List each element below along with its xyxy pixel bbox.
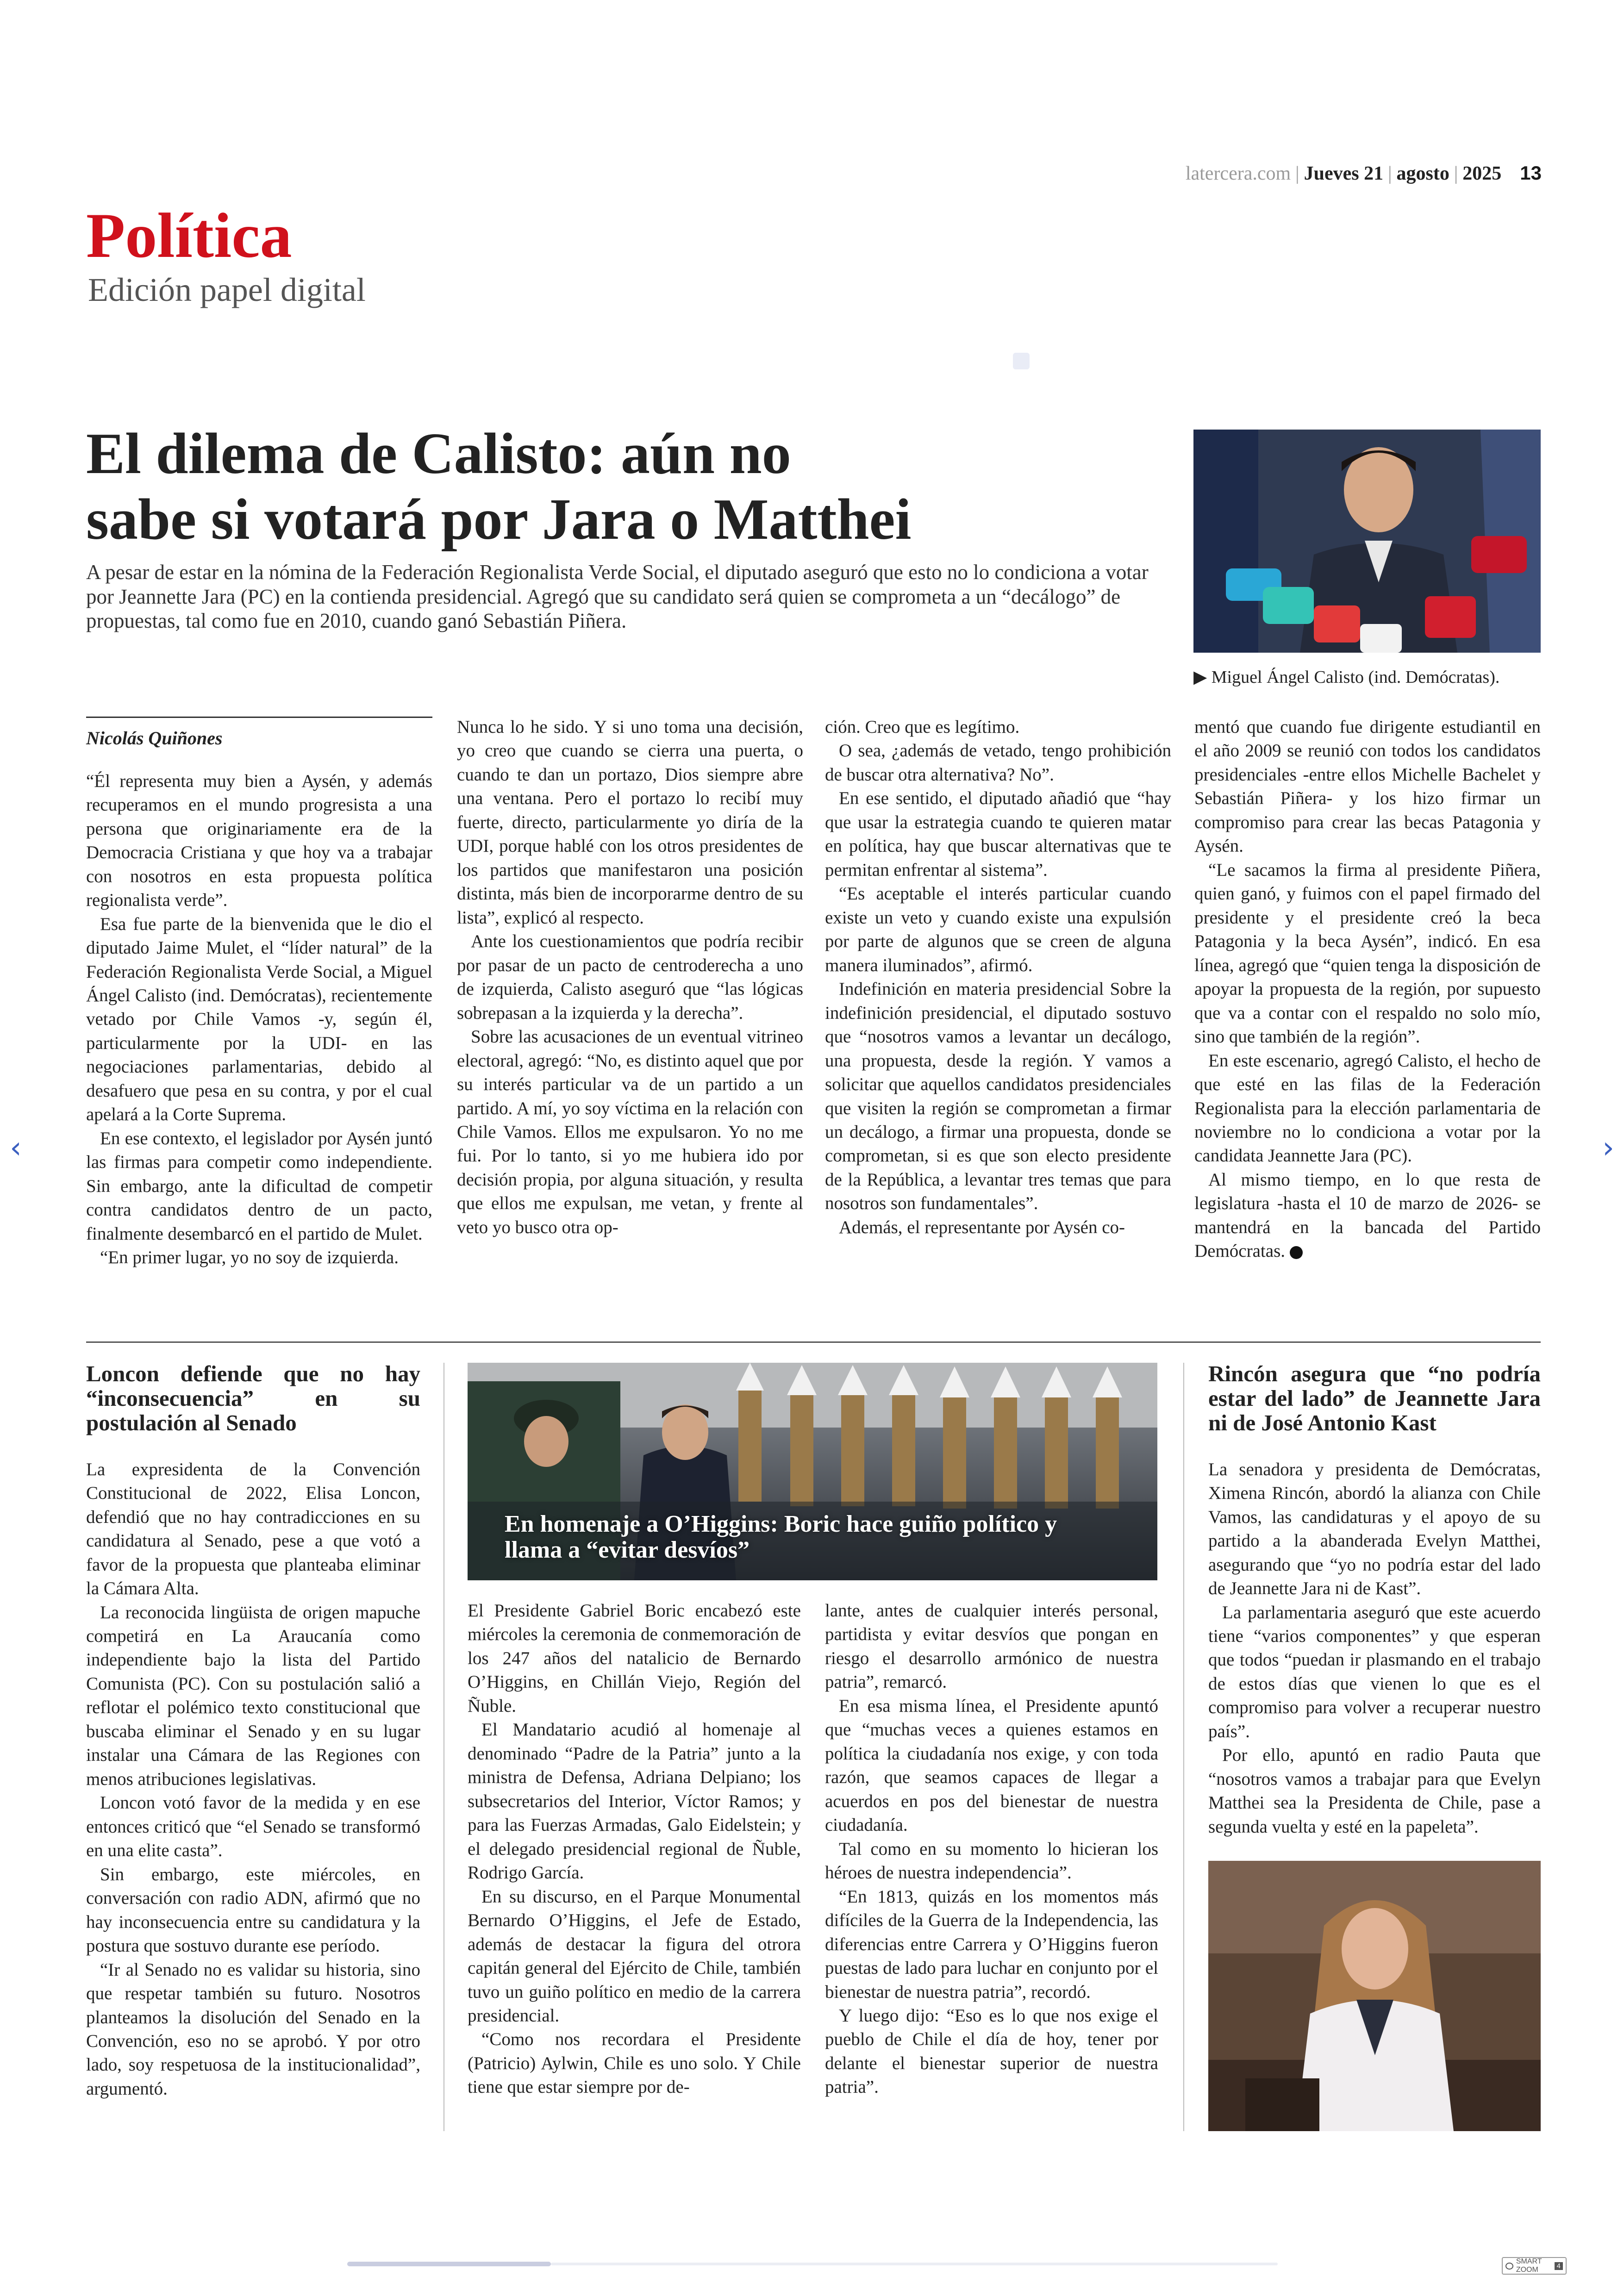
paragraph: Sin embargo, este miércoles, en conversación con radio ADN, afirmó que no hay inconsecuencia entre su candidatura y la postura que sostuvo durante ese período.: [86, 1864, 420, 1956]
paragraph: La reconocida lingüista de origen mapuche competirá en La Araucanía como independiente bajo la lista del Partido Comunista (PC). Con su postulación salió a reflotar el polémico texto constitucional que buscaba eliminar el Senado y en su lugar instalar una Cámara de las Regiones con menos atribuciones legislativas.: [86, 1602, 420, 1789]
date-year: 2025: [1462, 163, 1502, 184]
page-number: 13: [1520, 162, 1542, 184]
paragraph: En esa misma línea, el Presidente apuntó que “muchas veces a quienes estamos en política la ciudadanía nos exige, y con toda razón, que seamos capaces de llegar a acuerdos en pos del bienestar de nuestra ciudadanía.: [825, 1696, 1158, 1835]
paragraph: “Es aceptable el interés particular cuando existe un veto y cuando existe una expulsión por parte de algunos que se creen de alguna manera iluminados”, afirmó.: [825, 884, 1171, 975]
boric-photo-title: En homenaje a O’Higgins: Boric hace guiño político y llama a “evitar desvíos”: [505, 1511, 1057, 1564]
paragraph: Esa fue parte de la bienvenida que le dio el diputado Jaime Mulet, el “líder natural” de la Federación Regionalista Verde Social, a Miguel Ángel Calisto (ind. Demócratas), recientemente vetado por Chile Vamos -y, según él, particularmente por la UDI- en las negociaciones parlamentarias, debido al desafuero que pesa en su contra, y por el cual apelará a la Corte Suprema.: [86, 914, 432, 1125]
calisto-photo: [1193, 430, 1541, 653]
column-divider: [1183, 1363, 1184, 2131]
paragraph: [1194, 1168, 1541, 1263]
paragraph: “En 1813, quizás en los momentos más difíciles de la Guerra de la Independencia, las diferencias entre Carrera y O’Higgins fueron puestas de lado para luchar en conjunto por el bienestar de nuestra patria”, recordó.: [825, 1886, 1158, 2002]
paragraph: Nunca lo he sido. Y si uno toma una decisión, yo creo que cuando se cierra una puerta, o cuando te dan un portazo, Dios siempre abre una ventana. Pero el portazo lo recibí muy fuerte, directo, particularmente yo diría de la UDI, porque hablé con los otros presidentes de los partidos que manifestaron una posición distinta, más bien de incorporarme dentro de su lista”, explicó al respecto.: [457, 717, 803, 928]
paragraph: Por ello, apuntó en radio Pauta que “nosotros vamos a trabajar para que Evelyn Matthei sea la Presidenta de Chile, pase a segunda vuelta y esté en la papeleta”.: [1208, 1745, 1541, 1837]
main-column-2: [457, 715, 803, 1239]
edition-label: Edición papel digital: [88, 271, 366, 308]
end-mark-icon: [1290, 1246, 1303, 1259]
column-divider: [443, 1363, 444, 2131]
paragraph: Tal como en su momento lo hicieran los héroes de nuestra independencia”.: [825, 1839, 1158, 1883]
chevron-left-icon[interactable]: ‹: [10, 1131, 22, 1165]
date-day: Jueves 21: [1304, 163, 1384, 184]
paragraph: O sea, ¿además de vetado, tengo prohibición de buscar otra alternativa? No”.: [825, 741, 1171, 785]
main-column-1: [86, 717, 432, 1270]
headline-line-2: sabe si votará por Jara o Matthei: [86, 487, 912, 552]
paragraph: Indefinición en materia presidencial Sobre la indefinición presidencial, el diputado sostuvo que “nosotros vamos a levantar un decálogo, una propuesta, desde la región. Y vamos a solicitar que aquellos candidatos presidenciales que visiten la región se comprometan a firmar un decálogo, a firmar una propuesta, donde se comprometan, si es que son electo presidente de la República, a levantar tres temas que para nosotros son fundamentales”.: [825, 979, 1171, 1214]
paragraph: En su discurso, en el Parque Monumental Bernardo O’Higgins, el Jefe de Estado, además de destacar la figura del otrora capitán general del Ejército de Chile, también tuvo un guiño político en medio de la carrera presidencial.: [468, 1886, 801, 2026]
paragraph: La expresidenta de la Convención Constitucional de 2022, Elisa Loncon, defendió que no hay contradicciones en su candidatura al Senado, pese a que votó a favor de la propuesta que planteaba eliminar la Cámara Alta.: [86, 1459, 420, 1599]
rincon-story: [1208, 1362, 1541, 1839]
boric-column-2: [825, 1599, 1158, 2099]
paragraph: lante, antes de cualquier interés personal, partidista y evitar desvíos que pongan en riesgo el desarrollo armónico de nuestra patria”, remarcó.: [825, 1601, 1158, 1692]
paragraph: La senadora y presidenta de Demócratas, Ximena Rincón, abordó la alianza con Chile Vamos, las candidaturas y el apoyo de su partido a la abanderada Evelyn Matthei, asegurando que “yo no podría estar del lado de Jeannette Jara ni de Kast”.: [1208, 1459, 1541, 1599]
headline-line-1: El dilema de Calisto: aún no: [86, 422, 791, 486]
paragraph: Además, el representante por Aysén co-: [839, 1217, 1125, 1237]
paragraph: La parlamentaria aseguró que este acuerdo tiene “varios componentes” y que esperan que todos “puedan ir plasmando en el trabajo de estos días que vienen lo que es el compromiso para volver a recuperar nuestro país”.: [1208, 1602, 1541, 1741]
chevron-right-icon[interactable]: ›: [1602, 1131, 1614, 1165]
paragraph: Loncon votó favor de la medida y en ese entonces criticó que “el Senado se transformó en una elite casta”.: [86, 1793, 420, 1861]
paragraph: “Él representa muy bien a Aysén, y además recuperamos en el mundo progresista a una persona que originariamente era de la Democracia Cristiana y que hoy va a trabajar con nosotros en esta propuesta política regionalista verde”.: [86, 771, 432, 911]
photo-caption: ▶ Miguel Ángel Calisto (ind. Demócratas).: [1193, 667, 1500, 687]
date-month: agosto: [1396, 163, 1449, 184]
paragraph: “Ir al Senado no es validar su historia, sino que respetar también su futuro. Nosotros planteamos la disolución del Senado en la Convención, eso no se aprobó. Y por otro lado, soy respetuosa de la institucionalidad”, argumentó.: [86, 1959, 420, 2099]
paragraph-text: Al mismo tiempo, en lo que resta de legislatura -hasta el 10 de marzo de 2026- se mantendrá en la bancada del Partido Demócratas.: [1194, 1169, 1541, 1261]
paragraph: mentó que cuando fue dirigente estudiantil en el año 2009 se reunió con todos los candidatos presidenciales -entre ellos Michelle Bachelet y Sebastián Piñera- y los hizo firmar un compromiso para crear las becas Patagonia y Aysén.: [1194, 717, 1541, 856]
smart-zoom-button[interactable]: [1502, 2257, 1567, 2275]
paragraph: Ante los cuestionamientos que podría recibir por pasar de un pacto de centroderecha a uno de izquierda, Calisto aseguró que “las lógicas sobrepasan a la izquierda y la derecha”.: [457, 931, 803, 1023]
paragraph: Sobre las acusaciones de un eventual vitrineo electoral, agregó: “No, es distinto aquel que por su interés particular va de un partido a un partido. A mí, yo soy víctima en la relación con Chile Vamos. Ellos me expulsaron. Yo no me fui. Por lo tanto, si yo me hubiera ido por decisión propia, por alguna situación, y resulta que ellos me expulsan, me vetan, y frente al veto yo busco otra op-: [457, 1027, 803, 1237]
loncon-story: [86, 1362, 420, 2101]
paragraph: En ese contexto, el legislador por Aysén juntó las firmas para competir como independiente. Sin embargo, ante la dificultad de competir contra candidatos dentro de un pacto, finalmente desembarcó en el partido de Mulet.: [86, 1128, 432, 1244]
rincon-title: Rincón asegura que “no podría estar del lado” de Jeannette Jara ni de José Antonio Kast: [1208, 1361, 1541, 1435]
paragraph: “Como nos recordara el Presidente (Patricio) Aylwin, Chile es uno solo. Y Chile tiene que estar siempre por de-: [468, 2029, 801, 2097]
lead-paragraph: A pesar de estar en la nómina de la Federación Regionalista Verde Social, el diputado aseguró que esto no lo condiciona a votar por Jeannette Jara (PC) en la contienda presidencial. Agregó que su candidato será quien se comprometa a un “decálogo” de propuestas, tal como fue en 2010, cuando ganó Sebastián Piñera.: [86, 561, 1149, 633]
smart-zoom-count: 4: [1555, 2262, 1563, 2270]
section-divider: [86, 1341, 1541, 1343]
note-icon[interactable]: [1013, 353, 1030, 369]
smart-zoom-label: SMART ZOOM: [1516, 2258, 1542, 2274]
main-column-3: [825, 715, 1171, 1239]
section-title: Política: [86, 200, 292, 271]
boric-column-1: [468, 1599, 801, 2099]
rincon-photo: [1208, 1861, 1541, 2131]
page-progress-bar[interactable]: [347, 2262, 551, 2266]
loncon-title: Loncon defiende que no hay “inconsecuencia” en su postulación al Senado: [86, 1361, 420, 1435]
paragraph: “En primer lugar, yo no soy de izquierda.: [100, 1247, 399, 1268]
eye-icon: [1505, 2263, 1513, 2270]
paragraph: El Mandatario acudió al homenaje al denominado “Padre de la Patria” junto a la ministra de Defensa, Adriana Delpiano; los subsecretarios del Interior, Víctor Ramos; y para las Fuerzas Armadas, Galo Eidelstein; y el delegado presidencial regional de Ñuble, Rodrigo García.: [468, 1720, 801, 1883]
paragraph: El Presidente Gabriel Boric encabezó este miércoles la ceremonia de conmemoración de los 247 años del natalicio de Bernardo O’Higgins, en Chillán Viejo, Región del Ñuble.: [468, 1601, 801, 1716]
paragraph: ción. Creo que es legítimo.: [825, 717, 1020, 737]
masthead: latercera.com | Jueves 21 | agosto | 2025 13: [1185, 162, 1542, 184]
paragraph: En este escenario, agregó Calisto, el hecho de que esté en las filas de la Federación Regionalista para la elección parlamentaria de noviembre no lo condiciona a votar por la candidata Jeannette Jara (PC).: [1194, 1050, 1541, 1166]
main-column-4: [1194, 715, 1541, 1263]
paragraph: Y luego dijo: “Eso es lo que nos exige el pueblo de Chile el día de hoy, tener por delante el bienestar superior de nuestra patria”.: [825, 2005, 1158, 2097]
paragraph: En ese sentido, el diputado añadió que “hay que usar la estrategia cuando te quieren matar en política, hay que buscar alternativas que te permitan enfrentar al sistema”.: [825, 788, 1171, 880]
byline: Nicolás Quiñones: [86, 717, 432, 751]
main-headline: [86, 421, 1174, 553]
site-name[interactable]: latercera.com: [1185, 163, 1291, 184]
paragraph: “Le sacamos la firma al presidente Piñera, quien ganó, y fuimos con el papel firmado del presidente y el presidente creó la beca Patagonia y la beca Aysén”, indicó. En esa línea, agregó que “quien tenga la disposición de apoyar la propuesta de la región, por supuesto que va a contar con el respaldo no solo mío, sino que también de la región”.: [1194, 860, 1541, 1047]
page-progress-track: [551, 2263, 1278, 2265]
